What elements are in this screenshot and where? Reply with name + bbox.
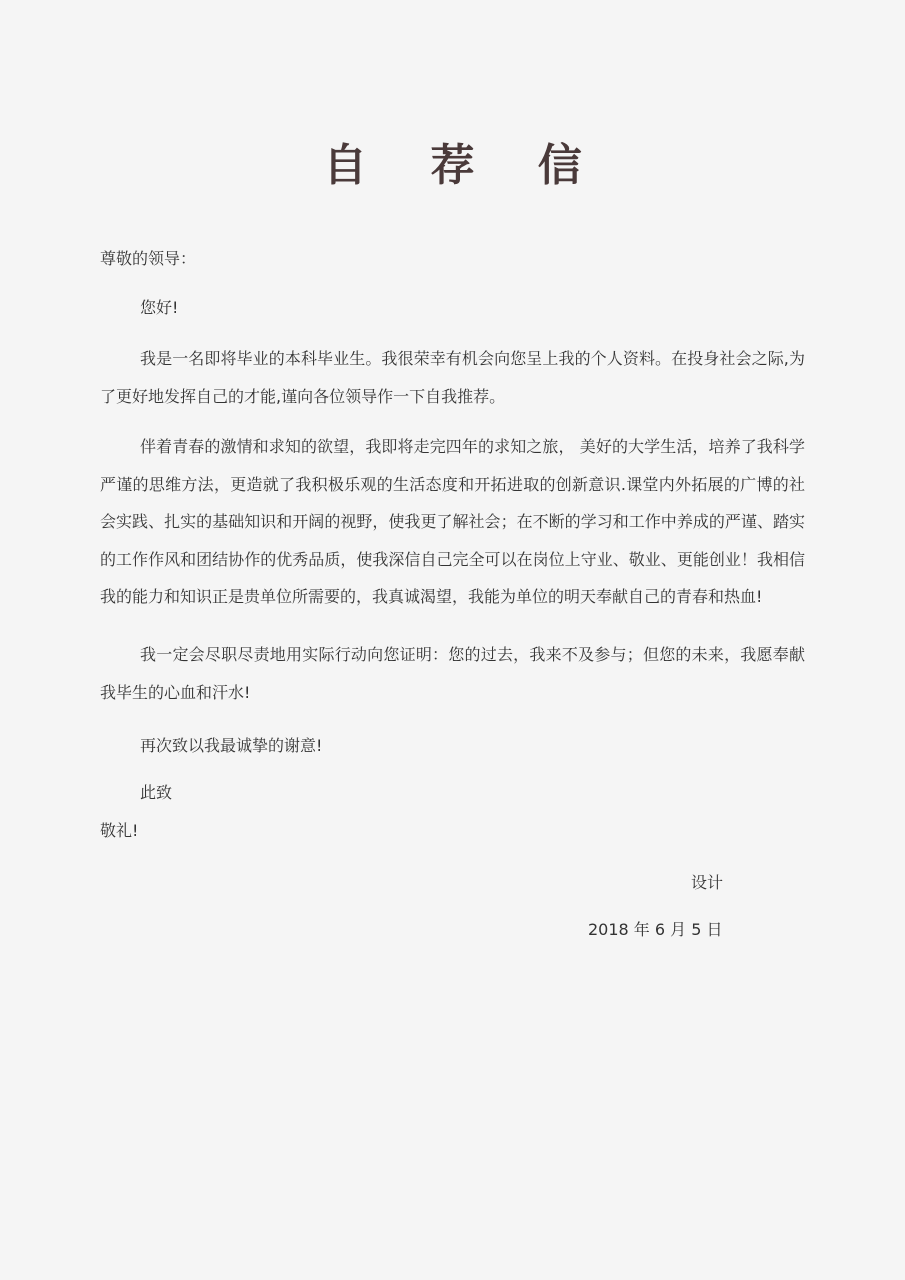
salutation: 尊敬的领导：	[100, 249, 197, 268]
signature: 设计	[691, 873, 724, 892]
greeting: 您好!	[140, 298, 179, 317]
letter-title: 自 荐 信	[323, 140, 606, 191]
closing-respect: 敬礼!	[100, 821, 139, 840]
paragraph-intro: 我是一名即将毕业的本科毕业生。我很荣幸有机会向您呈上我的个人资料。在投身社会之际,为了更好地发挥自己的才能,谨向各位领导作一下自我推荐。	[100, 349, 805, 406]
paragraph-experience: 伴着青春的激情和求知的欲望，我即将走完四年的求知之旅， 美好的大学生活，培养了我科学严谨的思维方法，更造就了我积极乐观的生活态度和开拓进取的创新意识.课堂内外拓展的广博的社会实践、扎实的基础知识和开阔的视野，使我更了解社会；在不断的学习和工作中养成的严谨、踏实的工作作风和团结协作的优秀品质，使我深信自己完全可以在岗位上守业、敬业、更能创业！我相信我的能力和知识正是贵单位所需要的，我真诚渴望，我能为单位的明天奉献自己的青春和热血!	[100, 437, 805, 606]
letter-date: 2018 年 6 月 5 日	[588, 920, 723, 939]
paragraph-thanks: 再次致以我最诚挚的谢意!	[140, 736, 323, 755]
closing-salute: 此致	[140, 783, 173, 802]
paragraph-commitment: 我一定会尽职尽责地用实际行动向您证明：您的过去，我来不及参与；但您的未来，我愿奉献我毕生的心血和汗水!	[100, 645, 805, 702]
